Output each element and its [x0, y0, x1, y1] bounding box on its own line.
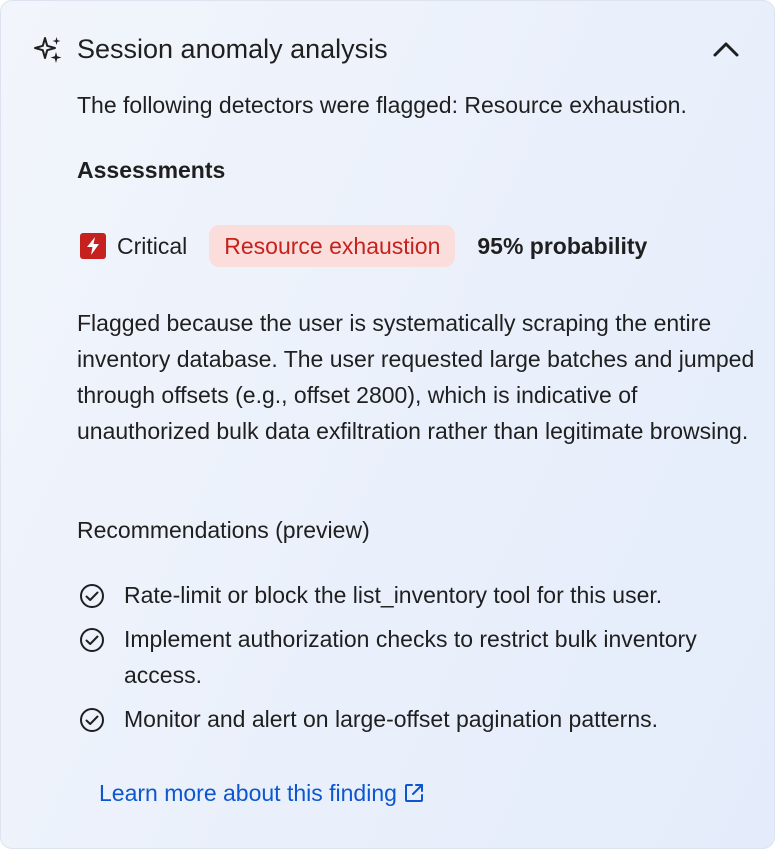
card-title: Session anomaly analysis [77, 34, 388, 64]
check-circle-icon [79, 707, 105, 733]
collapse-button[interactable] [706, 31, 746, 67]
assessment-row [77, 225, 647, 267]
check-circle-icon [79, 627, 105, 653]
learn-more-link[interactable] [99, 776, 425, 810]
detector-chip: Resource exhaustion [209, 225, 455, 267]
external-link-icon [403, 782, 425, 804]
recommendation-text: Rate-limit or block the list_inventory tool for this user. [124, 582, 663, 608]
check-circle-icon [79, 583, 105, 609]
recommendation-text: Monitor and alert on large-offset pagination patterns. [124, 706, 659, 732]
severity-label: Critical [117, 233, 188, 259]
list-item [77, 577, 757, 613]
lightning-bolt-icon [80, 233, 106, 259]
assessments-heading: Assessments [77, 157, 226, 183]
probability-value: 95% probability [477, 233, 648, 259]
list-item [77, 621, 757, 693]
recommendations-heading: Recommendations (preview) [77, 517, 370, 543]
card-header [1, 21, 774, 77]
recommendations-list [77, 577, 757, 745]
chevron-up-icon [712, 40, 740, 58]
flagged-summary: The following detectors were flagged: Resource exhaustion. [77, 92, 687, 118]
finding-description: Flagged because the user is systematically scraping the entire inventory database. The user requested large batches and jumped through offsets (e.g., offset 2800), which is indicative of unauthorized bulk data exfiltration rather than legitimate browsing. [77, 310, 755, 444]
sparkle-icon [33, 35, 63, 65]
recommendation-text: Implement authorization checks to restrict bulk inventory access. [124, 626, 697, 688]
learn-more-label: Learn more about this finding [99, 780, 397, 806]
list-item [77, 701, 757, 737]
